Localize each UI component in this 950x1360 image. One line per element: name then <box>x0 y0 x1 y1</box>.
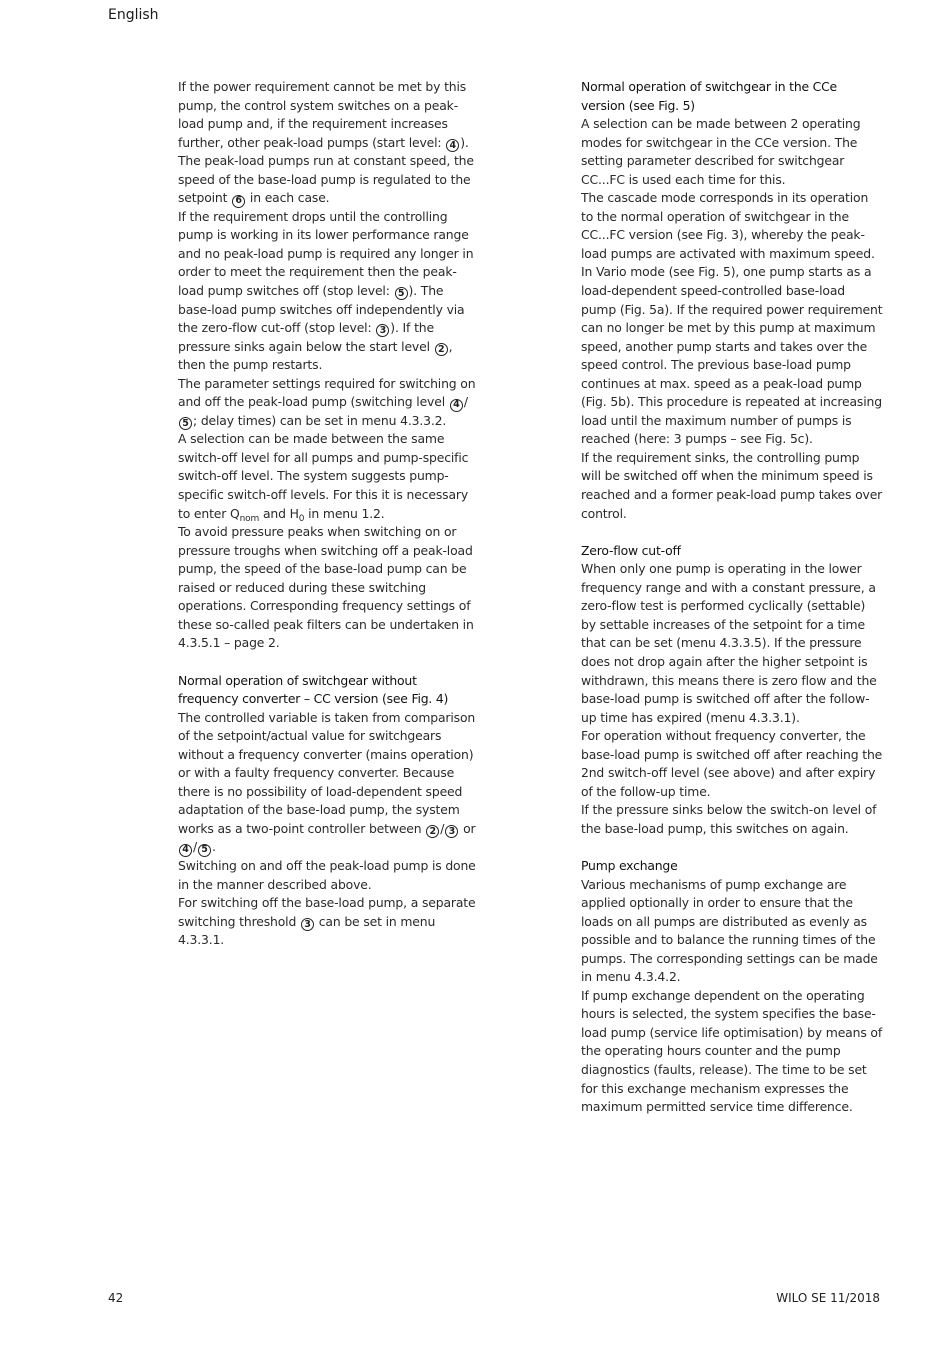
paragraph-switch-off-level <box>178 430 480 523</box>
paragraph-requirement-sinks: If the requirement sinks, the controlling pump will be switched off when the minimum speed is reached and a former peak-load pump takes over control. <box>581 449 883 521</box>
text: . <box>212 839 216 855</box>
callout-3: 3 <box>301 918 314 931</box>
text: ). The peak-load pumps run at constant speed, the speed of the base-load pump is regulated to the setpoint <box>178 134 474 206</box>
paragraph-switch-on-again: If the pressure sinks below the switch-on level of the base-load pump, this switches on again. <box>581 802 877 836</box>
callout-3: 3 <box>445 825 458 838</box>
text: or <box>459 820 476 836</box>
spacer <box>581 523 883 542</box>
paragraph-pressure-peaks: To avoid pressure peaks when switching on or pressure troughs when switching off a peak-load pump, the speed of the base-load pump can be raised or reduced during these switching operations. Corresponding frequency settings of these so-called peak filters can be undertaken in 4.3.5.1 – page 2. <box>178 524 474 651</box>
page-number: 42 <box>108 1291 124 1305</box>
heading-zero-flow: Zero-flow cut-off <box>581 542 681 558</box>
right-column <box>581 78 883 1117</box>
slash: / <box>463 394 468 410</box>
header-language: English <box>108 7 159 23</box>
text: ). The base-load pump switches off independently via the zero-flow cut-off (stop level: <box>178 283 465 336</box>
callout-2: 2 <box>435 343 448 356</box>
text: in each case. <box>246 190 330 206</box>
paragraph-operating-hours: If pump exchange dependent on the operating hours is selected, the system specifies the base-load pump (service life optimisation) by means of the operating hours counter and the pump diagnostics (faults, release). The time to be set for this exchange mechanism expresses the maximum permitted service time difference. <box>581 987 883 1115</box>
paragraph-operating-modes: A selection can be made between 2 operating modes for switchgear in the CCe version. The setting parameter described for switchgear CC...FC is used each time for this. <box>581 116 861 187</box>
callout-2: 2 <box>426 825 439 838</box>
publisher-info: WILO SE 11/2018 <box>776 1291 880 1305</box>
heading-cc-version: Normal operation of switchgear without frequency converter – CC version (see Fig. 4) <box>178 672 449 707</box>
callout-5: 5 <box>395 287 408 300</box>
spacer <box>178 653 480 672</box>
text: and H <box>259 505 299 521</box>
text: The parameter settings required for switching on and off the peak-load pump (switching level <box>178 375 476 410</box>
text: ). If the pressure sinks again below the start level <box>178 320 434 354</box>
paragraph-zero-flow-test: When only one pump is operating in the lower frequency range and with a constant pressure, a zero-flow test is performed cyclically (settable) by settable increases of the setpoint for a time that can be set (menu 4.3.3.5). If the pressure does not drop again after the higher setpoint is withdrawn, this means there is zero flow and the base-load pump is switched off after the follow-up time has expired (menu 4.3.3.1). <box>581 561 877 725</box>
heading-cce-version: Normal operation of switchgear in the CCe version (see Fig. 5) <box>581 79 837 113</box>
paragraph-switching-manner: Switching on and off the peak-load pump is done in the manner described above. <box>178 857 476 892</box>
paragraph-switching-threshold <box>178 894 480 950</box>
spacer <box>581 838 883 857</box>
paragraph-peak-load-start <box>178 78 480 208</box>
text: If the power requirement cannot be met by this pump, the control system switches on a peak-load pump and, if the requirement increases further, other peak-load pumps (start level: <box>178 79 467 150</box>
text: ; delay times) can be set in menu 4.3.3.2. <box>193 412 447 428</box>
callout-4: 4 <box>450 399 463 412</box>
paragraph-parameter-settings <box>178 375 480 431</box>
paragraph-cascade-mode: The cascade mode corresponds in its operation to the normal operation of switchgear in the CC...FC version (see Fig. 3), whereby the peak-load pumps are activated with maximum speed. <box>581 190 875 261</box>
text: in menu 1.2. <box>304 505 385 521</box>
text: A selection can be made between the same switch-off level for all pumps and pump-specific switch-off level. The system suggests pump-specific switch-off levels. For this it is necessary to enter Q <box>178 431 469 521</box>
text: can be set in menu 4.3.3.1. <box>178 913 436 948</box>
text: For switching off the base-load pump, a separate switching threshold <box>178 895 476 929</box>
slash: / <box>440 820 445 836</box>
text: , then the pump restarts. <box>178 338 453 373</box>
slash: / <box>193 839 198 855</box>
callout-5: 5 <box>179 417 192 430</box>
text: The controlled variable is taken from comparison of the setpoint/actual value for switchgears without a frequency converter (mains operation) or with a faulty frequency converter. Because there is no possibility of load-dependent speed adaptation of the base-load pump, the system works as a two-point controller between <box>178 709 476 836</box>
callout-4: 4 <box>446 139 459 152</box>
callout-3: 3 <box>376 324 389 337</box>
paragraph-vario-mode: In Vario mode (see Fig. 5), one pump starts as a load-dependent speed-controlled base-load pump (Fig. 5a). If the required power requirement can no longer be met by this pump at maximum speed, another pump starts and takes over the speed control. The previous base-load pump continues at max. speed as a peak-load pump (Fig. 5b). This procedure is repeated at increasing load until the maximum number of pumps is reached (here: 3 pumps – see Fig. 5c). <box>581 264 883 447</box>
subscript-0: 0 <box>298 513 305 524</box>
heading-pump-exchange: Pump exchange <box>581 857 678 873</box>
paragraph-exchange-mechanisms: Various mechanisms of pump exchange are applied optionally in order to ensure that the loads on all pumps are distributed as evenly as possible and to balance the running times of the pumps. The corresponding settings can be made in menu 4.3.4.2. <box>581 876 878 985</box>
callout-6: 6 <box>232 195 245 208</box>
paragraph-without-converter: For operation without frequency converter, the base-load pump is switched off after reaching the 2nd switch-off level (see above) and after expiry of the follow-up time. <box>581 728 883 799</box>
paragraph-requirement-drops <box>178 208 480 375</box>
callout-5: 5 <box>198 844 211 857</box>
paragraph-controlled-variable <box>178 709 480 857</box>
subscript-nom: nom <box>239 513 260 524</box>
text: If the requirement drops until the controlling pump is working in its lower performance range and no peak-load pump is required any longer in order to meet the requirement then the peak-load pump switches off (stop level: <box>178 208 474 299</box>
callout-4: 4 <box>179 844 192 857</box>
left-column <box>178 78 480 950</box>
